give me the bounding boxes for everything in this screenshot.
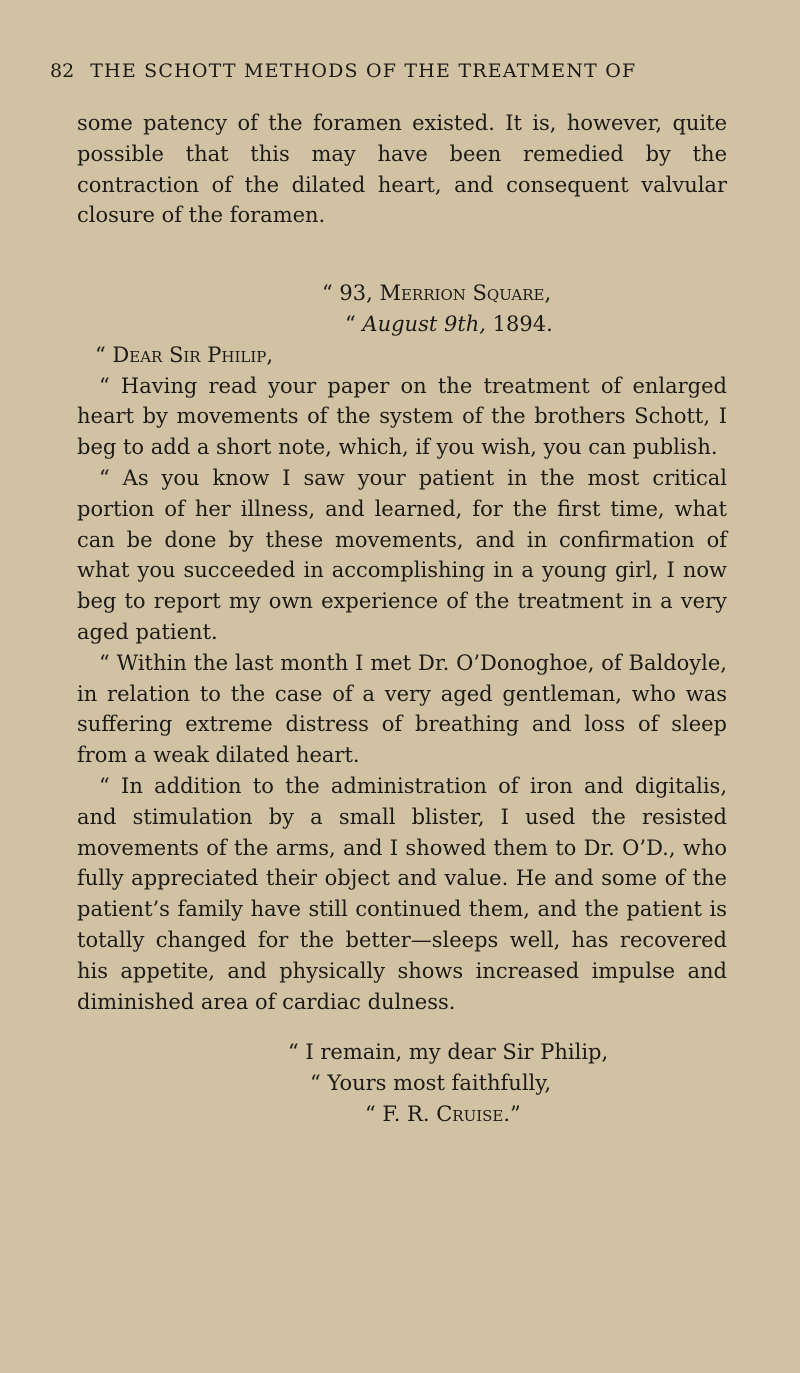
letter-paragraph: “ As you know I saw your patient in the most critical portion of her illness, and learned, for the first time, what can be done by these movements, and in confirmation of what you succeeded in accomplishing in a young girl, I now beg to report my own experience of the treatment in a very aged patient. [77, 465, 727, 644]
letter-address-block [77, 278, 727, 340]
letter-date [77, 309, 727, 340]
letter-signature: “ F. R. Cruise.” [365, 1101, 521, 1126]
date-day: August 9th, [362, 311, 486, 336]
date-quote: “ [345, 311, 363, 336]
date-year: 1894. [485, 311, 553, 336]
closing-line: “ I remain, my dear Sir Philip, [288, 1040, 609, 1065]
page-body [77, 108, 727, 1130]
opening-paragraph: some patency of the foramen existed. It is, however, quite possible that this may have been remedied by the contraction of the dilated heart, and consequent valvular closure of the foramen. [77, 111, 727, 228]
running-title: THE SCHOTT METHODS OF THE TREATMENT OF [90, 60, 637, 82]
letter-paragraph: “ Having read your paper on the treatment of enlarged heart by movements of the system of the brothers Schott, I beg to add a short note, which, if you wish, you can publish. [77, 373, 727, 460]
letter-paragraph: “ In addition to the administration of iron and digitalis, and stimulation by a small blister, I used the resisted movements of the arms, and I showed them to Dr. O’D., who fully appreciated their object and value. He and some of the patient’s family have still continued them, and the patient is totally changed for the better—sleeps well, has recovered his appetite, and physically shows increased impulse and diminished area of cardiac dulness. [77, 773, 727, 1014]
letter-closing [77, 1037, 727, 1129]
page-number: 82 [50, 60, 75, 82]
running-header [50, 60, 750, 82]
letter-salutation: “ Dear Sir Philip, [95, 342, 274, 367]
closing-line: “ Yours most faithfully, [310, 1071, 552, 1096]
letter-paragraph: “ Within the last month I met Dr. O’Donoghoe, of Baldoyle, in relation to the case of a very aged gentleman, who was suffering extreme distress of breathing and loss of sleep from a weak dilated heart. [77, 650, 727, 768]
letter-address: “ 93, Merrion Square, [322, 281, 552, 306]
